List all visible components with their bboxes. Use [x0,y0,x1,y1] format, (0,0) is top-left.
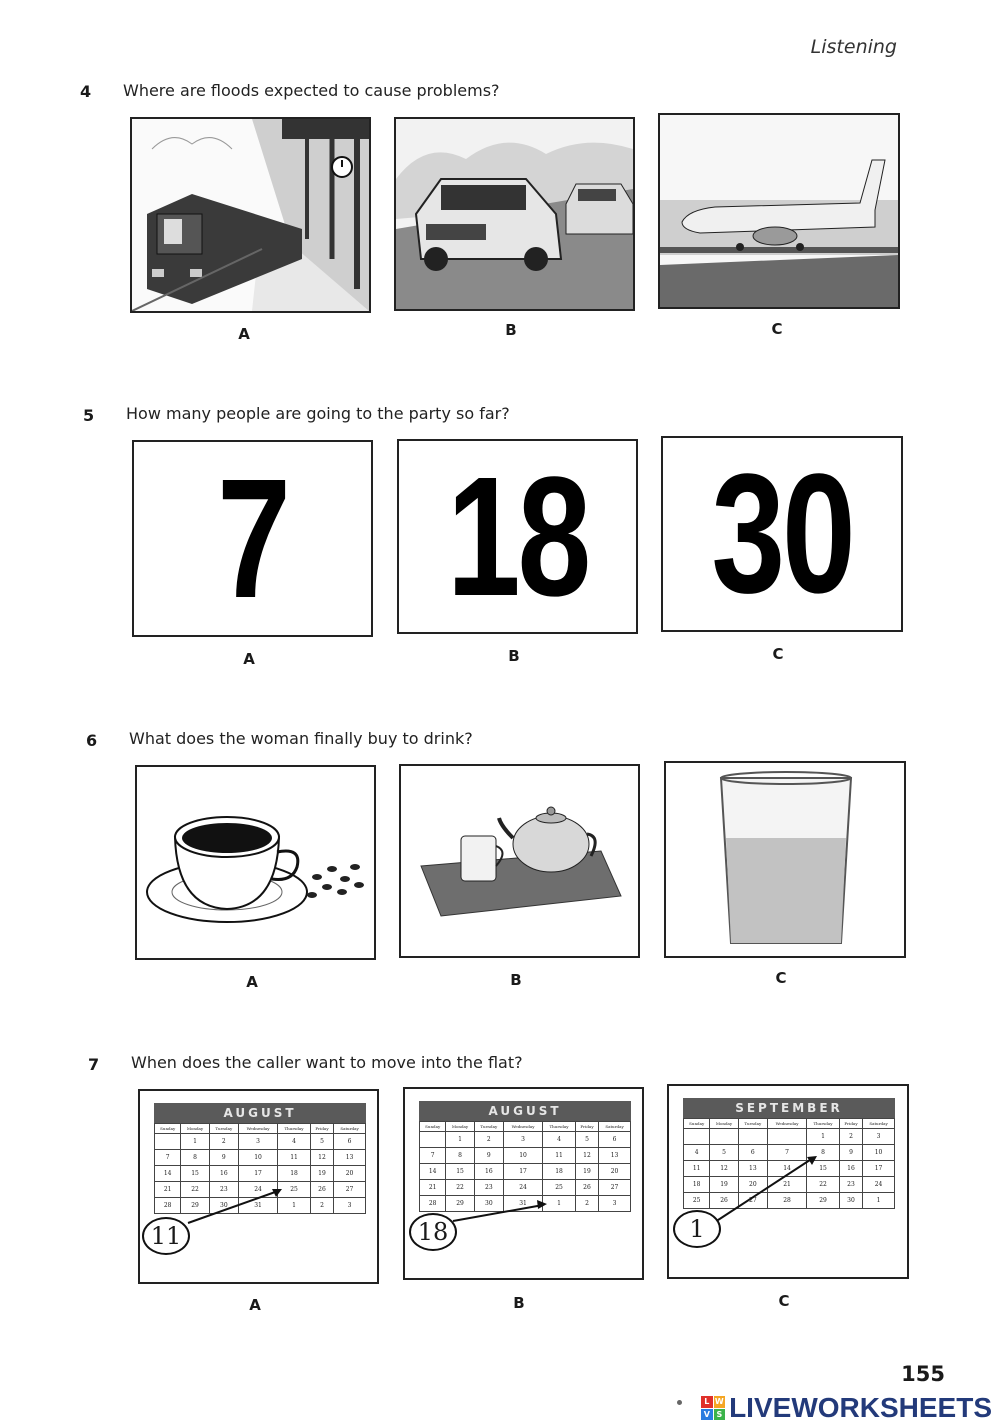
date-cell: 7 [767,1145,806,1161]
date-cell: 22 [807,1177,840,1193]
date-cell: 24 [238,1182,277,1198]
option-letter: A [243,650,255,668]
date-cell: 9 [209,1150,238,1166]
date-cell: 15 [807,1161,840,1177]
option-calendar-b[interactable] [403,1087,644,1280]
date-cell: 7 [155,1150,181,1166]
date-cell: 19 [310,1166,333,1182]
day-name: Thursday [278,1124,311,1134]
date-cell: 3 [863,1129,895,1145]
date-cell: 3 [599,1196,631,1212]
date-cell: 23 [209,1182,238,1198]
date-cell: 31 [238,1198,277,1214]
day-name: Sunday [684,1119,710,1129]
date-cell: 10 [503,1148,542,1164]
day-name: Monday [446,1122,474,1132]
date-cell: 8 [181,1150,209,1166]
date-cell: 16 [209,1166,238,1182]
date-cell: 30 [839,1193,862,1209]
option-letter: A [238,325,250,343]
number-option: 18 [446,441,589,632]
date-cell: 23 [839,1177,862,1193]
option-letter: B [505,321,517,339]
date-cell: 16 [474,1164,503,1180]
option-box-number[interactable] [661,436,903,632]
water-glass-icon [666,763,904,956]
day-name: Monday [181,1124,209,1134]
date-cell: 13 [738,1161,767,1177]
day-name: Wednesday [503,1122,542,1132]
date-cell: 10 [863,1145,895,1161]
option-letter: C [772,645,784,663]
airplane-icon [660,115,898,307]
question-text: How many people are going to the party so far? [126,404,510,423]
logo-letter: S [714,1409,726,1421]
date-cell: 26 [575,1180,598,1196]
option-letter: C [771,320,783,338]
calendar-month: AUGUST [419,1101,631,1121]
date-cell: 4 [278,1134,311,1150]
option-image-cars[interactable] [394,117,635,311]
date-cell: 11 [543,1148,576,1164]
date-cell: 25 [684,1193,710,1209]
date-cell: 6 [599,1132,631,1148]
option-letter: C [778,1292,790,1310]
date-cell: 24 [863,1177,895,1193]
date-cell: 18 [684,1177,710,1193]
date-cell: 18 [543,1164,576,1180]
date-cell: 8 [807,1145,840,1161]
question-number: 5 [83,406,95,425]
arrow-icon [405,1089,642,1280]
date-cell: 2 [575,1196,598,1212]
day-name: Friday [839,1119,862,1129]
option-box-number[interactable] [132,440,373,637]
watermark[interactable] [701,1392,992,1424]
date-cell: 25 [543,1180,576,1196]
date-cell: 6 [334,1134,366,1150]
date-cell: 26 [710,1193,738,1209]
date-cell: 25 [278,1182,311,1198]
option-letter: C [775,969,787,987]
date-cell: 7 [420,1148,446,1164]
day-name: Sunday [420,1122,446,1132]
teapot-icon [401,766,638,956]
date-cell: 4 [543,1132,576,1148]
day-name: Saturday [599,1122,631,1132]
watermark-text: LIVEWORKSHEETS [729,1392,992,1423]
option-box-number[interactable] [397,439,638,634]
date-cell: 29 [181,1198,209,1214]
date-cell: 21 [155,1182,181,1198]
date-cell: 23 [474,1180,503,1196]
day-name: Wednesday [238,1124,277,1134]
date-cell: 14 [767,1161,806,1177]
calendar-month: SEPTEMBER [683,1098,895,1118]
day-name: Thursday [807,1119,840,1129]
date-cell: 21 [767,1177,806,1193]
question-text: Where are floods expected to cause problems? [123,81,500,100]
date-cell: 9 [474,1148,503,1164]
number-option: 30 [711,439,853,629]
date-cell: 17 [863,1161,895,1177]
date-cell: 3 [238,1134,277,1150]
day-name: Sunday [155,1124,181,1134]
date-cell: 1 [863,1193,895,1209]
date-cell: 27 [334,1182,366,1198]
date-cell: 12 [575,1148,598,1164]
date-cell: 2 [310,1198,333,1214]
question-number: 6 [86,731,98,750]
date-cell: 20 [334,1166,366,1182]
option-image-tea[interactable] [399,764,640,958]
liveworksheets-logo-icon [701,1396,725,1420]
calendar-month: AUGUST [154,1103,366,1123]
number-option: 7 [217,443,288,634]
logo-letter: L [701,1396,713,1408]
option-calendar-c[interactable] [667,1084,909,1279]
question-number: 4 [80,82,92,101]
date-cell: 6 [738,1145,767,1161]
date-cell: 31 [503,1196,542,1212]
date-cell: 26 [310,1182,333,1198]
date-cell: 8 [446,1148,474,1164]
date-cell: 11 [278,1150,311,1166]
date-cell: 17 [503,1164,542,1180]
date-cell: 28 [155,1198,181,1214]
date-cell: 13 [599,1148,631,1164]
logo-letter: V [701,1409,713,1421]
date-cell: 28 [767,1193,806,1209]
day-name: Monday [710,1119,738,1129]
date-cell: 30 [209,1198,238,1214]
date-cell: 17 [238,1166,277,1182]
option-letter: B [508,647,520,665]
date-cell: 22 [181,1182,209,1198]
date-cell: 2 [209,1134,238,1150]
date-cell: 12 [310,1150,333,1166]
option-image-airplane[interactable] [658,113,900,309]
day-name: Thursday [543,1122,576,1132]
date-cell: 15 [181,1166,209,1182]
date-cell: 11 [684,1161,710,1177]
question-text: When does the caller want to move into the flat? [131,1053,523,1072]
date-cell: 19 [710,1177,738,1193]
date-cell: 1 [181,1134,209,1150]
option-image-coffee[interactable] [135,765,376,960]
date-cell: 4 [684,1145,710,1161]
day-name: Tuesday [738,1119,767,1129]
date-cell: 14 [420,1164,446,1180]
question-number: 7 [88,1055,100,1074]
date-cell: 14 [155,1166,181,1182]
date-cell: 24 [503,1180,542,1196]
date-cell: 22 [446,1180,474,1196]
option-letter: B [513,1294,525,1312]
date-cell: 27 [738,1193,767,1209]
circled-date: 18 [409,1213,457,1251]
date-cell: 28 [420,1196,446,1212]
date-cell: 3 [334,1198,366,1214]
date-cell: 5 [310,1134,333,1150]
day-name: Saturday [334,1124,366,1134]
date-cell: 5 [575,1132,598,1148]
date-cell: 30 [474,1196,503,1212]
coffee-cup-icon [137,767,374,958]
option-calendar-a[interactable] [138,1089,379,1284]
date-cell: 2 [839,1129,862,1145]
circled-date: 11 [142,1217,190,1255]
date-cell: 10 [238,1150,277,1166]
date-cell: 20 [738,1177,767,1193]
day-name: Friday [575,1122,598,1132]
date-cell: 15 [446,1164,474,1180]
date-cell: 2 [474,1132,503,1148]
date-cell: 1 [807,1129,840,1145]
date-cell: 16 [839,1161,862,1177]
date-cell: 3 [503,1132,542,1148]
arrow-icon [669,1086,907,1277]
date-cell: 29 [446,1196,474,1212]
day-name: Tuesday [474,1122,503,1132]
question-text: What does the woman finally buy to drink? [129,729,473,748]
day-name: Friday [310,1124,333,1134]
option-letter: B [510,971,522,989]
date-cell: 29 [807,1193,840,1209]
logo-letter: W [714,1397,724,1407]
option-letter: A [246,973,258,991]
date-cell: 27 [599,1180,631,1196]
bullet-dot [677,1400,682,1405]
date-cell: 12 [710,1161,738,1177]
date-cell: 1 [446,1132,474,1148]
page-number: 155 [901,1362,945,1386]
date-cell: 13 [334,1150,366,1166]
option-image-water[interactable] [664,761,906,958]
train-icon [132,119,369,311]
day-name: Saturday [863,1119,895,1129]
section-label: Listening [810,36,897,58]
date-cell: 1 [543,1196,576,1212]
day-name: Tuesday [209,1124,238,1134]
date-cell: 18 [278,1166,311,1182]
option-letter: A [249,1296,261,1314]
car-icon [396,119,633,309]
date-cell: 1 [278,1198,311,1214]
date-cell: 9 [839,1145,862,1161]
option-image-train[interactable] [130,117,371,313]
date-cell: 5 [710,1145,738,1161]
circled-date: 1 [673,1210,721,1248]
date-cell: 21 [420,1180,446,1196]
day-name: Wednesday [767,1119,806,1129]
date-cell: 20 [599,1164,631,1180]
date-cell: 19 [575,1164,598,1180]
